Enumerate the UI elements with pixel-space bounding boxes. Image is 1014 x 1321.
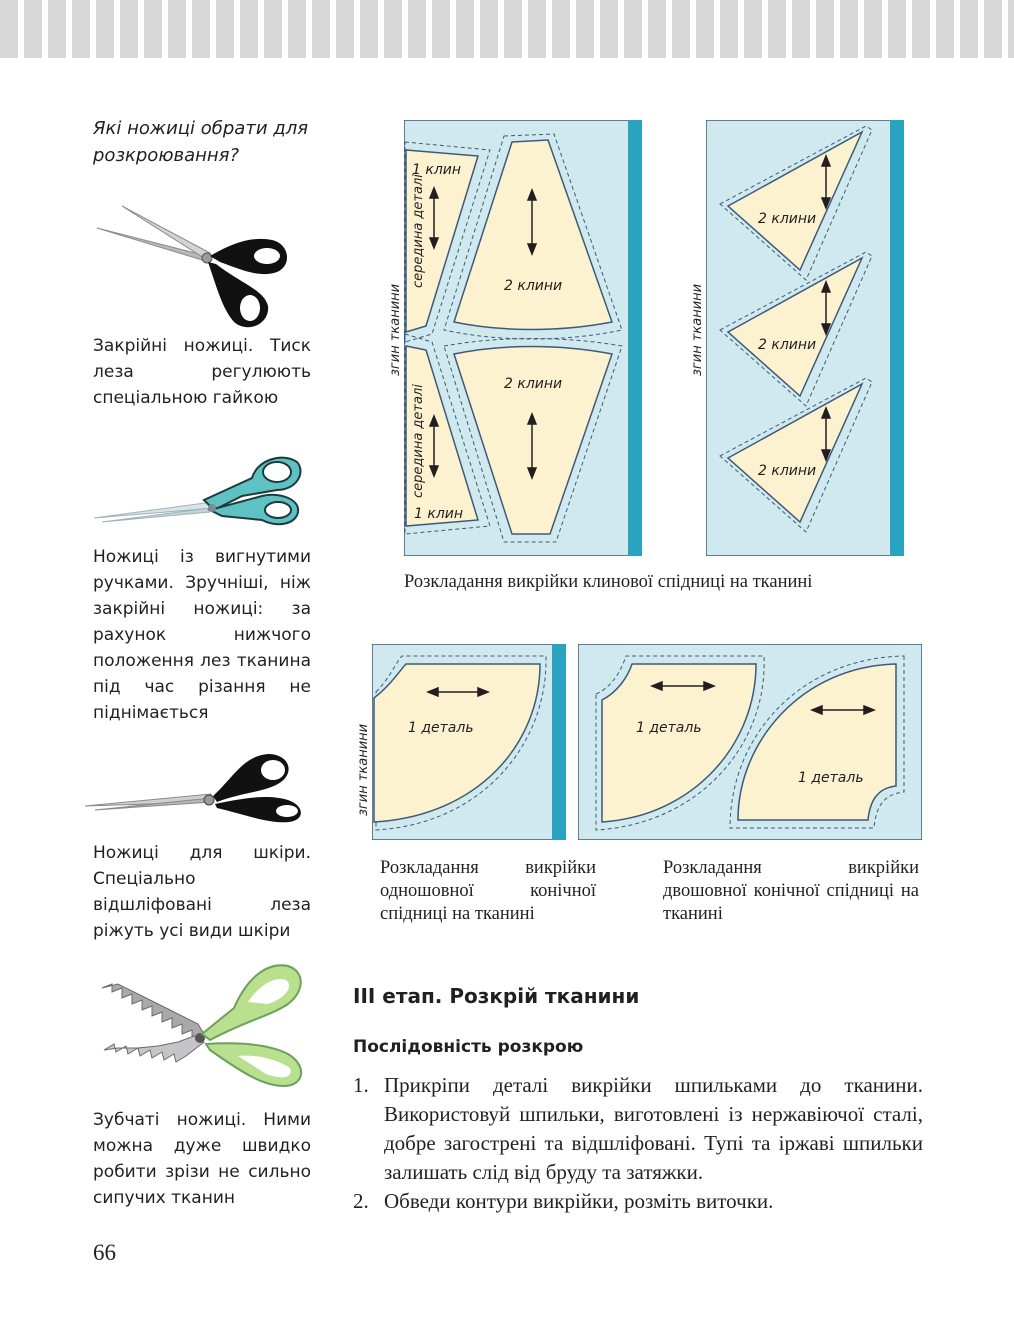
svg-text:згин тканини: згин тканини [690, 283, 705, 376]
figure-caption: Розкладання викрійки клинової спідниці на тканині [404, 572, 813, 592]
detail-label: 1 деталь [636, 720, 702, 736]
scissors-caption: Ножиці із вигнутими ручками. Зручніші, ніж закрійні ножиці: за рахунок нижчого положення лез тканина під час різання не піднімається [93, 547, 311, 723]
wedge-label: 2 клини [504, 376, 563, 392]
wedge-skirt-layout-right [706, 120, 904, 556]
tailor-scissors-image [92, 198, 302, 333]
wedge-label: 1 клин [412, 162, 462, 178]
step-text: Обведи контури викрійки, розміть виточки. [384, 1189, 774, 1213]
svg-text:згин тканини: згин тканини [388, 283, 403, 376]
detail-label: 1 деталь [408, 720, 474, 736]
svg-text:згин тканини: згин тканини [356, 723, 371, 816]
wedge-label: 2 клини [758, 463, 817, 479]
step-number: 1. [353, 1073, 369, 1097]
fold-label [686, 250, 708, 380]
scissors-caption: Закрійні ножиці. Тиск леза регулюють спеціальною гайкою [93, 336, 311, 408]
steps-list [353, 1071, 923, 1216]
sidebar-question: Які ножиці обрати для розкроювання? [93, 118, 309, 166]
detail-label: 1 деталь [798, 770, 864, 786]
list-item [353, 1071, 923, 1187]
one-seam-skirt-layout [372, 644, 566, 840]
scissors-caption: Ножиці для шкіри. Спеціально відшліфовані леза ріжуть усі види шкіри [93, 843, 311, 941]
step-number: 2. [353, 1189, 369, 1213]
wedge-label: 2 клини [758, 211, 817, 227]
figure-caption: Розкладання викрійки одношовної конічної спідниці на тканині [380, 858, 596, 924]
wedge-label: 2 клини [758, 337, 817, 353]
page-number: 66 [93, 1240, 116, 1265]
center-label: середина деталі [411, 384, 426, 498]
section-heading: ІІІ етап. Розкрій тканини [353, 984, 640, 1008]
header-stripes [0, 0, 1014, 62]
fold-label [352, 700, 374, 820]
list-item [353, 1187, 923, 1216]
scissors-caption: Зубчаті ножиці. Ними можна дуже швидко робити зрізи не сильно сипучих тканин [93, 1110, 311, 1208]
leather-scissors-image [83, 748, 311, 826]
bent-handle-scissors-image [92, 450, 307, 530]
fold-label [384, 250, 406, 380]
center-label: середина деталі [411, 174, 426, 288]
two-seam-skirt-layout [578, 644, 922, 840]
wedge-skirt-layout-left [404, 120, 642, 556]
wedge-label: 2 клини [504, 278, 563, 294]
wedge-label: 1 клин [414, 506, 464, 522]
figure-caption: Розкладання викрійки двошовної конічної спідниці на тканині [663, 858, 919, 924]
section-subheading: Послідовність розкрою [353, 1037, 584, 1057]
pinking-shears-image [98, 958, 310, 1093]
step-text: Прикріпи деталі викрійки шпильками до тканини. Використовуй шпильки, виготовлені із нержавіючої сталі, добре загострені та відшліфовані. Тупі та іржаві шпильки залишать слід від бруду та затяжки. [384, 1073, 923, 1184]
